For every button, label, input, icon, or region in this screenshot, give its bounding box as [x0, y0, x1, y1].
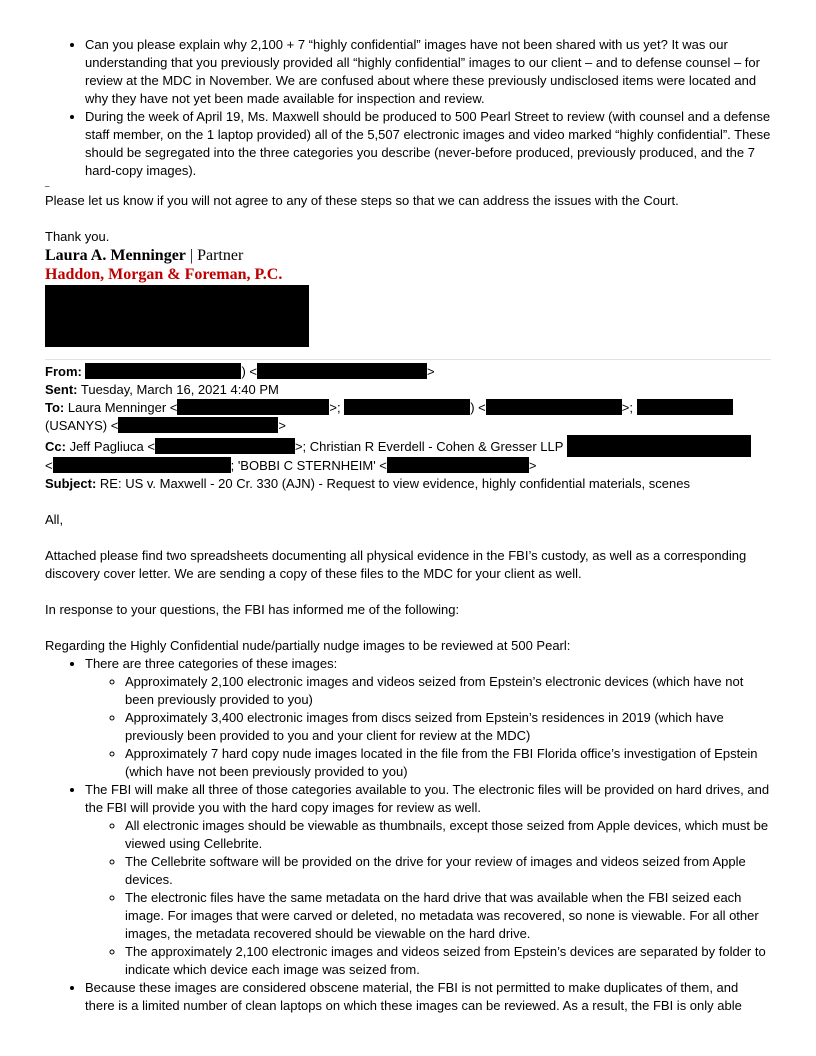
redaction-block	[486, 399, 622, 415]
header-from	[45, 363, 771, 381]
redaction-block	[177, 399, 329, 415]
redaction-block	[344, 399, 470, 415]
body-paragraph: Attached please find two spreadsheets documenting all physical evidence in the FBI’s custody, as well as a corresponding discovery cover letter. We are sending a copy of these files to the MDC for your client as well.	[45, 548, 747, 581]
header-text: >	[528, 458, 537, 473]
list-item-text: There are three categories of these images:	[85, 656, 338, 671]
redaction-block	[118, 417, 278, 433]
signature-name-line	[45, 246, 771, 265]
header-text: Jeff Pagliuca <	[65, 439, 155, 454]
list-item: • Can you please explain why 2,100 + 7 “highly confidential” images have not been shared with us yet? It was our understanding that you previously provided all “highly confidential” images to our client – and to defense counsel – for review at the MDC in November. We are confused about where these previously undisclosed items were located and why they have not yet been made available for inspection and review.	[85, 36, 771, 108]
signature-separator: |	[185, 247, 198, 264]
redaction-block	[45, 285, 309, 347]
sub-bullet-list	[85, 817, 771, 979]
redaction-block	[155, 438, 295, 454]
thanks-line: Thank you.	[45, 229, 110, 244]
greeting: All,	[45, 512, 64, 527]
sub-list-item: ◦ The approximately 2,100 electronic images and videos seized from Epstein’s devices are separated by folder to indicate which device each image was seized from.	[125, 943, 771, 979]
header-cc-cont	[45, 457, 771, 475]
redaction-block	[85, 363, 241, 379]
list-item: • During the week of April 19, Ms. Maxwell should be produced to 500 Pearl Street to review (with counsel and a defense staff member, on the 1 laptop provided) all of the 5,507 electronic images and video marked “highly confidential”. These should be segregated into the three categories you describe (never-before produced, previously produced, and the 7 hard-copy images).	[85, 108, 771, 180]
list-item	[85, 655, 771, 781]
sub-list-item: ◦ Approximately 7 hard copy nude images located in the file from the FBI Florida office’s investigation of Epstein (which have not been previously provided to you)	[125, 745, 771, 781]
from-label: From:	[45, 364, 82, 379]
header-to	[45, 399, 771, 417]
redaction-block	[637, 399, 733, 415]
sub-list-item: ◦ Approximately 2,100 electronic images and videos seized from Epstein’s electronic devices (which have not been previously provided to you)	[125, 673, 771, 709]
cc-label: Cc:	[45, 439, 66, 454]
header-text: >; Christian R Everdell - Cohen & Gresser LLP	[294, 439, 564, 454]
sent-value: Tuesday, March 16, 2021 4:40 PM	[77, 382, 279, 397]
sub-bullet-list	[85, 673, 771, 781]
top-bullet-list	[45, 36, 771, 180]
header-sent	[45, 381, 771, 399]
header-text: ) <	[241, 364, 258, 379]
sent-label: Sent:	[45, 382, 78, 397]
header-to-cont	[45, 417, 771, 435]
header-text: ) <	[470, 400, 486, 415]
signature-name: Laura A. Menninger	[45, 247, 186, 264]
redaction-block	[567, 435, 751, 457]
signature-firm: Haddon, Morgan & Foreman, P.C.	[45, 266, 283, 283]
body-paragraph: Regarding the Highly Confidential nude/partially nudge images to be reviewed at 500 Pearl:	[45, 638, 571, 653]
body-bullet-list	[45, 655, 771, 1015]
header-text: >;	[621, 400, 637, 415]
header-text: ; 'BOBBI C STERNHEIM' <	[230, 458, 387, 473]
header-text: (USANYS) <	[45, 418, 119, 433]
subject-label: Subject:	[45, 476, 97, 491]
header-text: >	[427, 364, 435, 379]
redaction-block	[257, 363, 427, 379]
sub-list-item: ◦ All electronic images should be viewable as thumbnails, except those seized from Apple devices, which must be viewed using Cellebrite.	[125, 817, 771, 853]
header-subject	[45, 475, 771, 493]
header-cc	[45, 435, 771, 457]
list-item: • Because these images are considered obscene material, the FBI is not permitted to make duplicates of them, and there is a limited number of clean laptops on which these images can be reviewed. As a result, the FBI is only able	[85, 979, 771, 1015]
redaction-block	[53, 457, 231, 473]
to-label: To:	[45, 400, 65, 415]
header-text: Laura Menninger <	[64, 400, 178, 415]
email-page	[45, 36, 771, 1015]
list-item	[85, 781, 771, 979]
redaction-block	[387, 457, 529, 473]
signature-title: Partner	[197, 247, 244, 264]
header-text: >	[278, 418, 286, 433]
subject-value: RE: US v. Maxwell - 20 Cr. 330 (AJN) - Request to view evidence, highly confidential materials, scenes	[96, 476, 690, 491]
header-text: <	[45, 458, 53, 473]
closing-paragraph: Please let us know if you will not agree to any of these steps so that we can address the issues with the Court.	[45, 193, 679, 208]
divider	[45, 359, 771, 360]
header-text: >;	[329, 400, 345, 415]
body-paragraph: In response to your questions, the FBI has informed me of the following:	[45, 602, 460, 617]
sub-list-item: ◦ The electronic files have the same metadata on the hard drive that was available when the FBI seized each image. For images that were carved or deleted, no metadata was recovered, so none is viewable. For all other images, the metadata recovered should be viewable on the hard drive.	[125, 889, 771, 943]
sub-list-item: ◦ The Cellebrite software will be provided on the drive for your review of images and videos seized from Apple devices.	[125, 853, 771, 889]
stray-mark: _	[45, 178, 50, 187]
list-item-text: The FBI will make all three of those categories available to you. The electronic files will be provided on hard drives, and the FBI will provide you with the hard copy images for review as well.	[85, 782, 770, 815]
sub-list-item: ◦ Approximately 3,400 electronic images from discs seized from Epstein’s residences in 2019 (which have previously been provided to you and your client for review at the MDC)	[125, 709, 771, 745]
